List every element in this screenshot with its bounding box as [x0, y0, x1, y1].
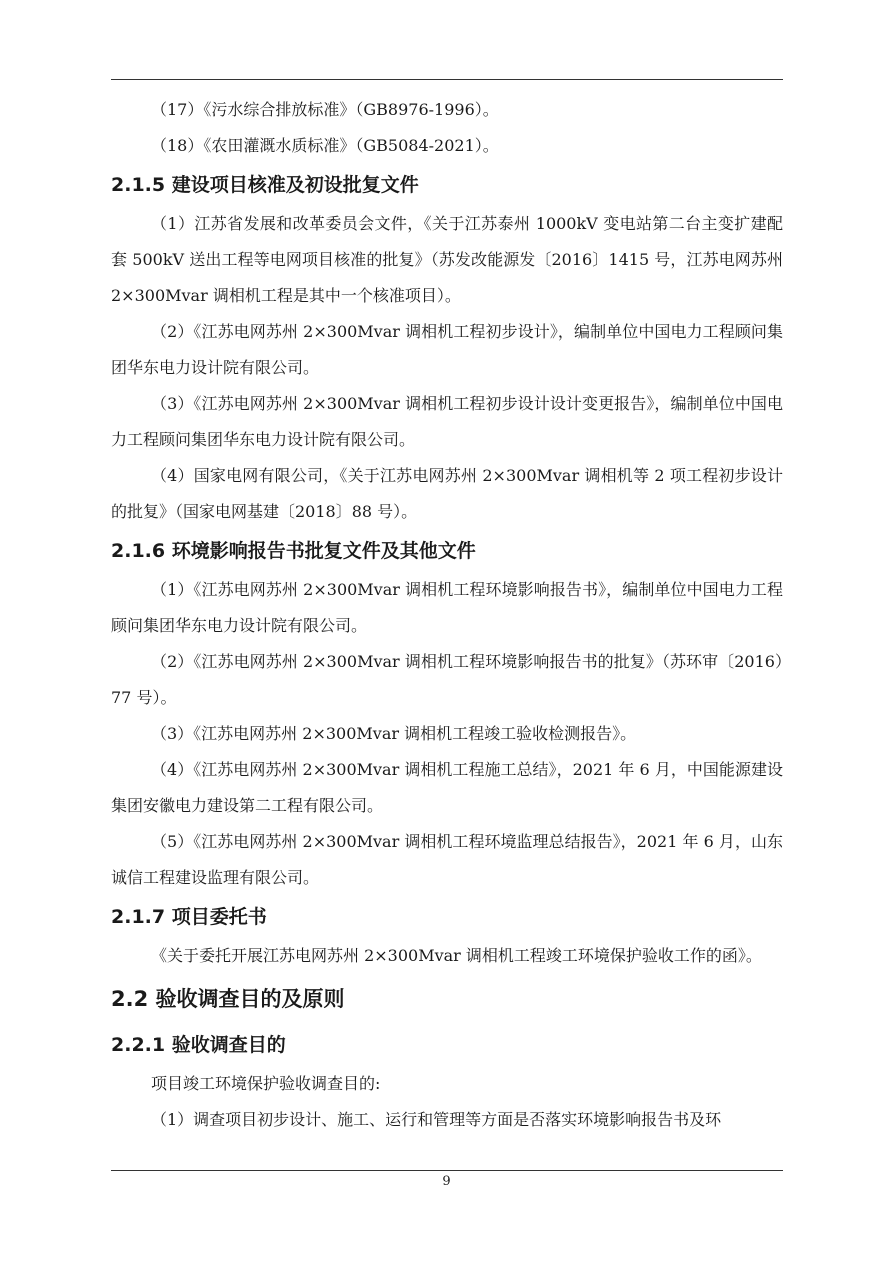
approval-item-3: （3）《江苏电网苏州 2×300Mvar 调相机工程初步设计设计变更报告》，编制单位中国电力工程顾问集团华东电力设计院有限公司。	[111, 394, 783, 449]
purpose-item-1: （1）调查项目初步设计、施工、运行和管理等方面是否落实环境影响报告书及环	[151, 1110, 722, 1129]
approval-item-2: （2）《江苏电网苏州 2×300Mvar 调相机工程初步设计》，编制单位中国电力工程顾问集团华东电力设计院有限公司。	[111, 322, 783, 377]
heading-2-2-1: 2.2.1 验收调查目的	[111, 1034, 286, 1056]
eia-item-5: （5）《江苏电网苏州 2×300Mvar 调相机工程环境监理总结报告》，2021 年 6 月，山东诚信工程建设监理有限公司。	[111, 832, 783, 887]
eia-item-2: （2）《江苏电网苏州 2×300Mvar 调相机工程环境影响报告书的批复》（苏环审〔2016）77 号）。	[111, 652, 783, 707]
commission-letter: 《关于委托开展江苏电网苏州 2×300Mvar 调相机工程竣工环境保护验收工作的函》。	[151, 946, 762, 965]
purpose-intro: 项目竣工环境保护验收调查目的:	[151, 1074, 381, 1093]
reference-item-18: （18）《农田灌溉水质标准》（GB5084-2021）。	[151, 136, 499, 155]
heading-2-1-6: 2.1.6 环境影响报告书批复文件及其他文件	[111, 540, 476, 562]
eia-item-3: （3）《江苏电网苏州 2×300Mvar 调相机工程竣工验收检测报告》。	[151, 724, 637, 743]
heading-2-1-5: 2.1.5 建设项目核准及初设批复文件	[111, 174, 419, 196]
approval-item-4: （4）国家电网有限公司，《关于江苏电网苏州 2×300Mvar 调相机等 2 项工程初步设计的批复》（国家电网基建〔2018〕88 号）。	[111, 466, 783, 521]
heading-2-1-7: 2.1.7 项目委托书	[111, 906, 267, 928]
heading-2-2: 2.2 验收调查目的及原则	[111, 987, 345, 1011]
eia-item-1: （1）《江苏电网苏州 2×300Mvar 调相机工程环境影响报告书》，编制单位中国电力工程顾问集团华东电力设计院有限公司。	[111, 580, 783, 635]
reference-item-17: （17）《污水综合排放标准》（GB8976-1996）。	[151, 100, 499, 119]
header-rule	[111, 79, 783, 80]
page-number: 9	[442, 1174, 451, 1189]
approval-item-1: （1）江苏省发展和改革委员会文件，《关于江苏泰州 1000kV 变电站第二台主变扩建配套 500kV 送出工程等电网项目核准的批复》（苏发改能源发〔2016〕1415 号，江苏电网苏州 2×300Mvar 调相机工程是其中一个核准项目）。	[111, 214, 783, 305]
footer-rule	[111, 1170, 783, 1171]
eia-item-4: （4）《江苏电网苏州 2×300Mvar 调相机工程施工总结》，2021 年 6 月，中国能源建设集团安徽电力建设第二工程有限公司。	[111, 760, 783, 815]
page-content	[111, 92, 783, 1138]
